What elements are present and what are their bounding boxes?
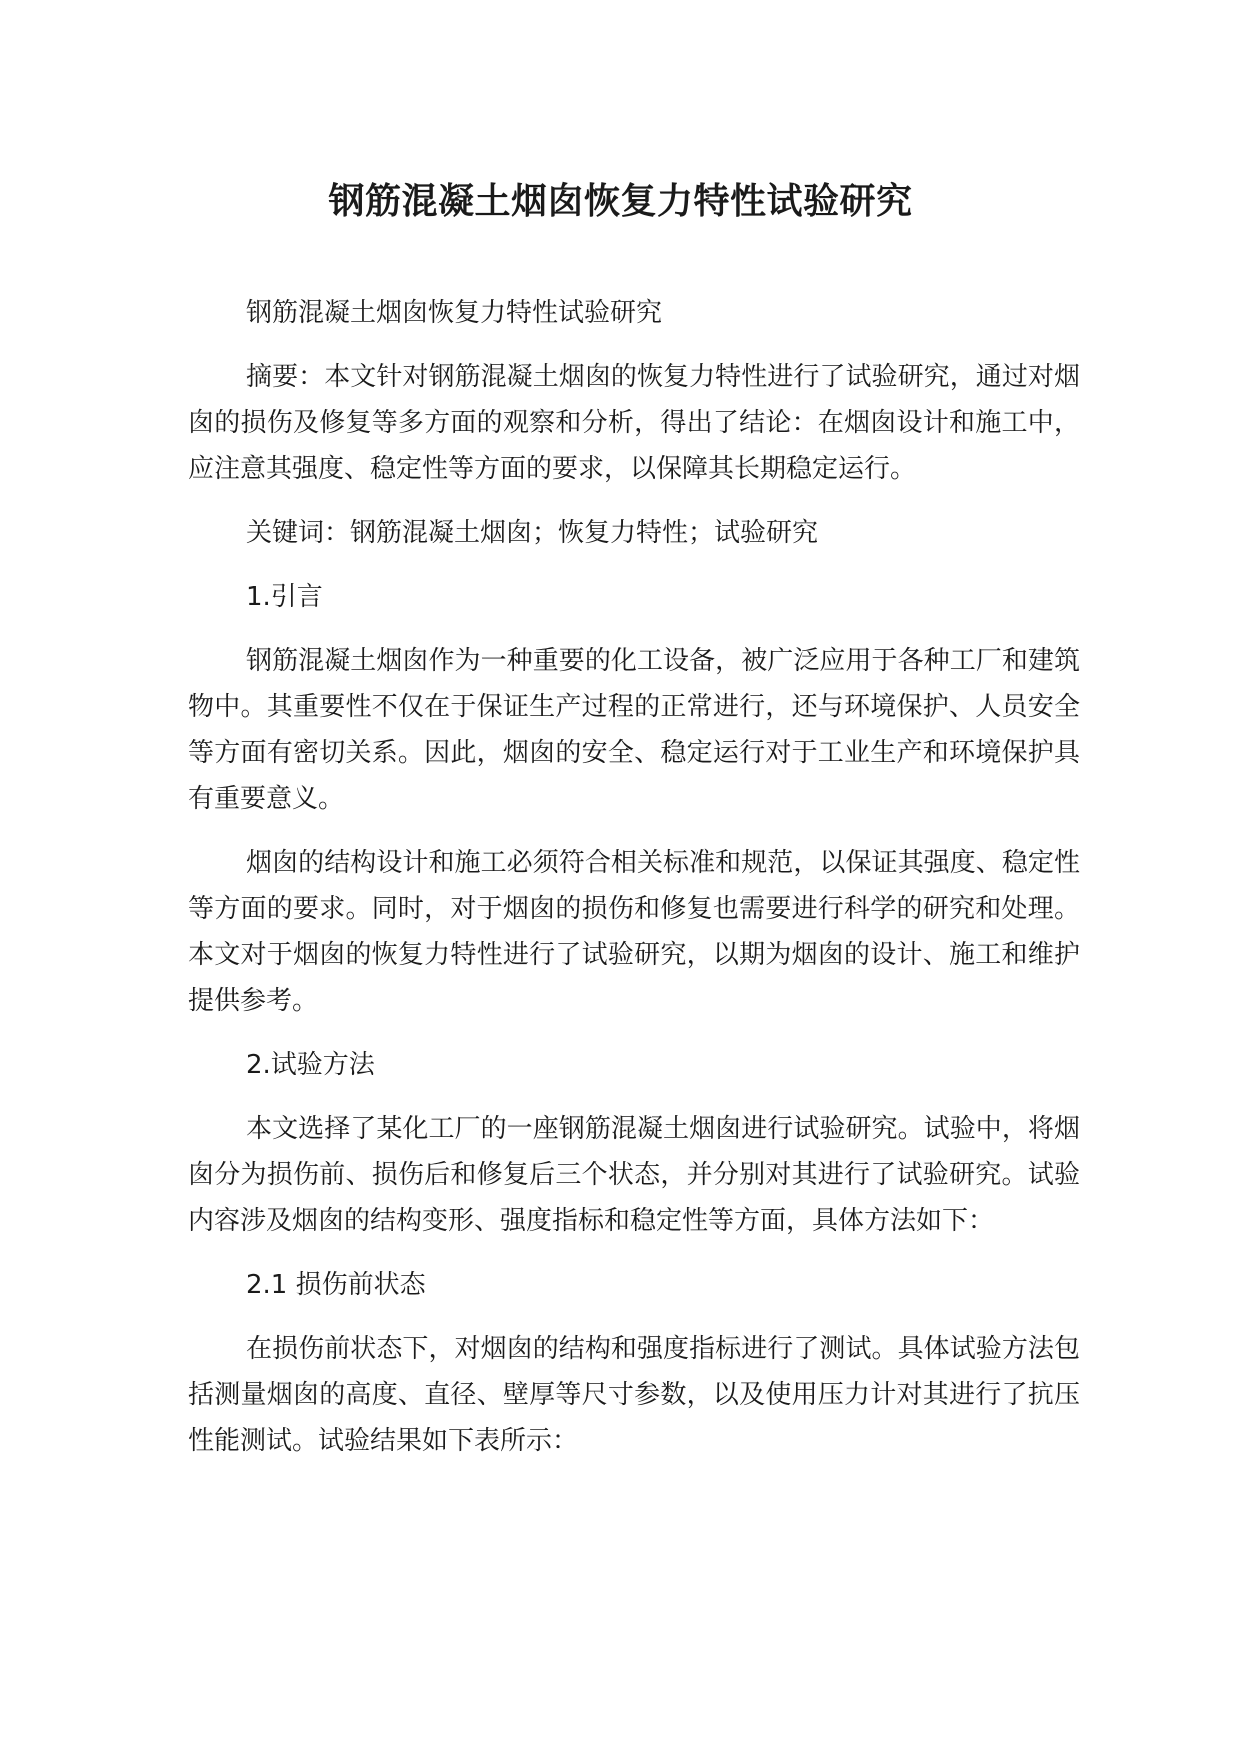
- body-paragraph: 钢筋混凝土烟囱作为一种重要的化工设备，被广泛应用于各种工厂和建筑物中。其重要性不仅在于保证生产过程的正常进行，还与环境保护、人员安全等方面有密切关系。因此，烟囱的安全、稳定运行对于工业生产和环境保护具有重要意义。: [188, 646, 1080, 814]
- subsection-heading-pre-damage: 2.1 损伤前状态: [246, 1270, 426, 1300]
- document-title: 钢筋混凝土烟囱恢复力特性试验研究: [328, 181, 913, 222]
- body-paragraph: 本文选择了某化工厂的一座钢筋混凝土烟囱进行试验研究。试验中，将烟囱分为损伤前、损伤后和修复后三个状态，并分别对其进行了试验研究。试验内容涉及烟囱的结构变形、强度指标和稳定性等方面，具体方法如下：: [188, 1114, 1080, 1236]
- section-heading-test-method: 2.试验方法: [246, 1050, 375, 1080]
- document-body: [188, 290, 1080, 1482]
- body-paragraph: 烟囱的结构设计和施工必须符合相关标准和规范，以保证其强度、稳定性等方面的要求。同时，对于烟囱的损伤和修复也需要进行科学的研究和处理。本文对于烟囱的恢复力特性进行了试验研究，以期为烟囱的设计、施工和维护提供参考。: [188, 848, 1080, 1016]
- body-paragraph: 在损伤前状态下，对烟囱的结构和强度指标进行了测试。具体试验方法包括测量烟囱的高度、直径、壁厚等尺寸参数，以及使用压力计对其进行了抗压性能测试。试验结果如下表所示：: [188, 1334, 1080, 1456]
- section-heading-introduction: 1.引言: [246, 582, 323, 612]
- abstract-paragraph: 摘要：本文针对钢筋混凝土烟囱的恢复力特性进行了试验研究，通过对烟囱的损伤及修复等多方面的观察和分析，得出了结论：在烟囱设计和施工中，应注意其强度、稳定性等方面的要求，以保障其长期稳定运行。: [188, 362, 1080, 484]
- keywords-paragraph: 关键词：钢筋混凝土烟囱；恢复力特性；试验研究: [246, 518, 819, 548]
- subtitle-paragraph: 钢筋混凝土烟囱恢复力特性试验研究: [246, 298, 663, 328]
